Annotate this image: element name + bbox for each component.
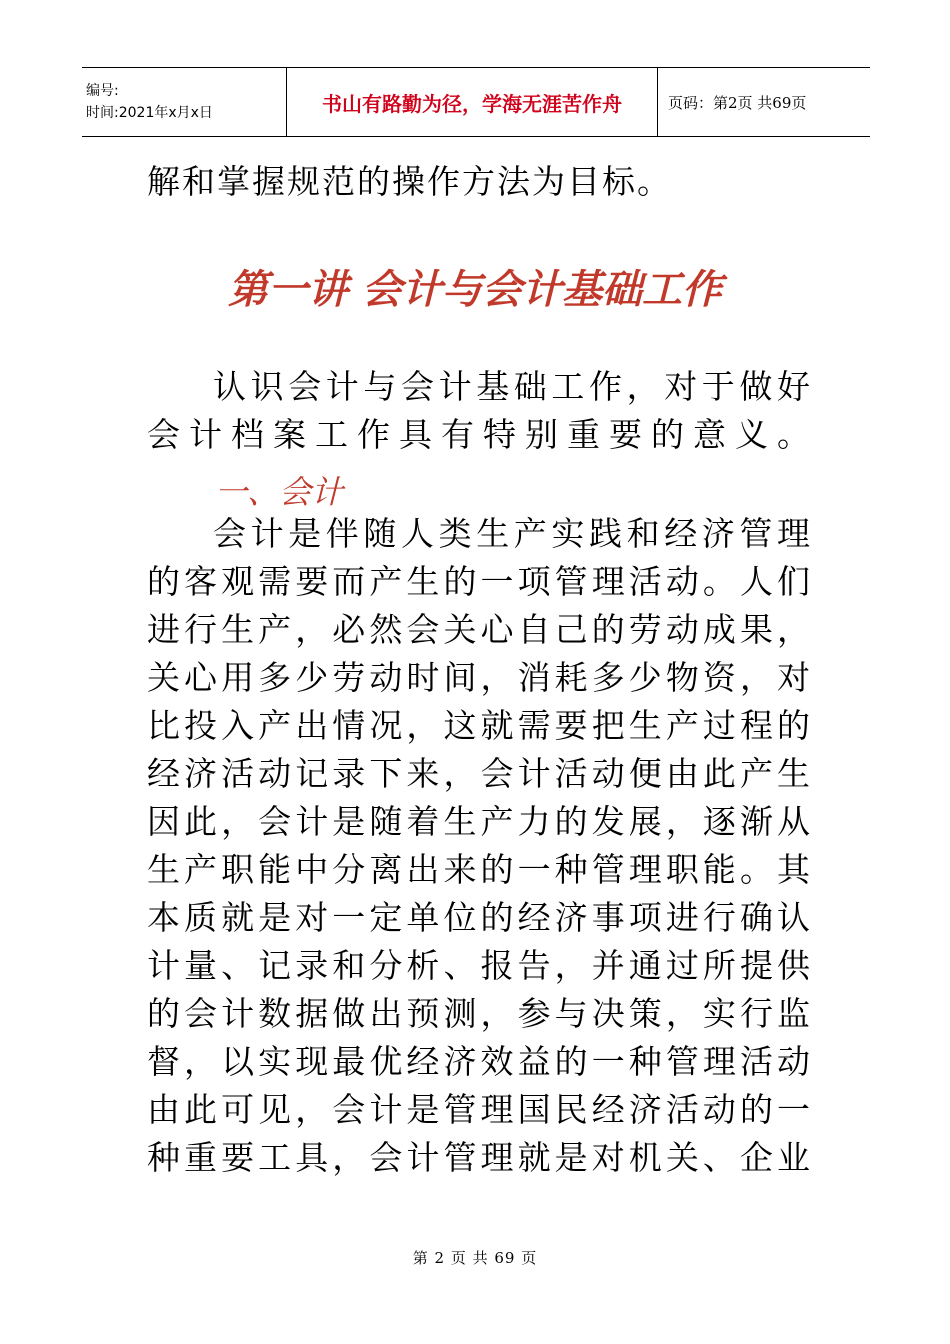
paragraph-line: 计量、记录和分析、报告，并通过所提供 — [147, 946, 812, 985]
paragraph-line: 的会计数据做出预测，参与决策，实行监 — [147, 994, 812, 1033]
paragraph-line: 进行生产，必然会关心自己的劳动成果， — [147, 610, 812, 649]
paragraph-line: 关心用多少劳动时间，消耗多少物资，对 — [147, 658, 812, 697]
paragraph-line: 的客观需要而产生的一项管理活动。人们 — [147, 562, 812, 601]
paragraph-line: 因此，会计是随着生产力的发展，逐渐从 — [147, 802, 812, 841]
paragraph-line: 经济活动记录下来，会计活动便由此产生 — [147, 754, 812, 793]
paragraph-line: 本质就是对一定单位的经济事项进行确认 — [147, 898, 812, 937]
paragraph-line: 种重要工具，会计管理就是对机关、企业 — [147, 1138, 812, 1177]
paragraph-line: 督，以实现最优经济效益的一种管理活动 — [147, 1042, 812, 1081]
header-motto-cell — [286, 68, 658, 136]
header-page-cell — [658, 68, 870, 136]
document-number-label: 编号: — [86, 83, 119, 99]
section-heading: 一、会计 — [215, 473, 344, 511]
paragraph-line: 会计是伴随人类生产实践和经济管理 — [213, 514, 812, 553]
header-page-code: 页码：第2页 共69页 — [668, 93, 807, 112]
paragraph-2 — [147, 510, 812, 1182]
document-time-label: 时间:2021年x月x日 — [86, 105, 213, 121]
paragraph-1 — [147, 363, 812, 459]
paragraph-line: 生产职能中分离出来的一种管理职能。其 — [147, 850, 812, 889]
lecture-heading: 第一讲 会计与会计基础工作 — [228, 267, 722, 313]
intro-text — [147, 158, 812, 206]
paragraph-line: 认识会计与会计基础工作，对于做好 — [213, 367, 812, 406]
paragraph-line: 会计档案工作具有特别重要的意义。 — [147, 415, 812, 454]
paragraph-line: 比投入产出情况，这就需要把生产过程的 — [147, 706, 812, 745]
header-motto: 书山有路勤为径，学海无涯苦作舟 — [322, 91, 622, 116]
page-footer: 第 2 页 共 69 页 — [412, 1249, 538, 1267]
document-header — [82, 67, 870, 137]
paragraph-line: 由此可见，会计是管理国民经济活动的一 — [147, 1090, 812, 1129]
header-meta — [82, 68, 286, 136]
intro-line: 解和掌握规范的操作方法为目标。 — [147, 162, 672, 201]
